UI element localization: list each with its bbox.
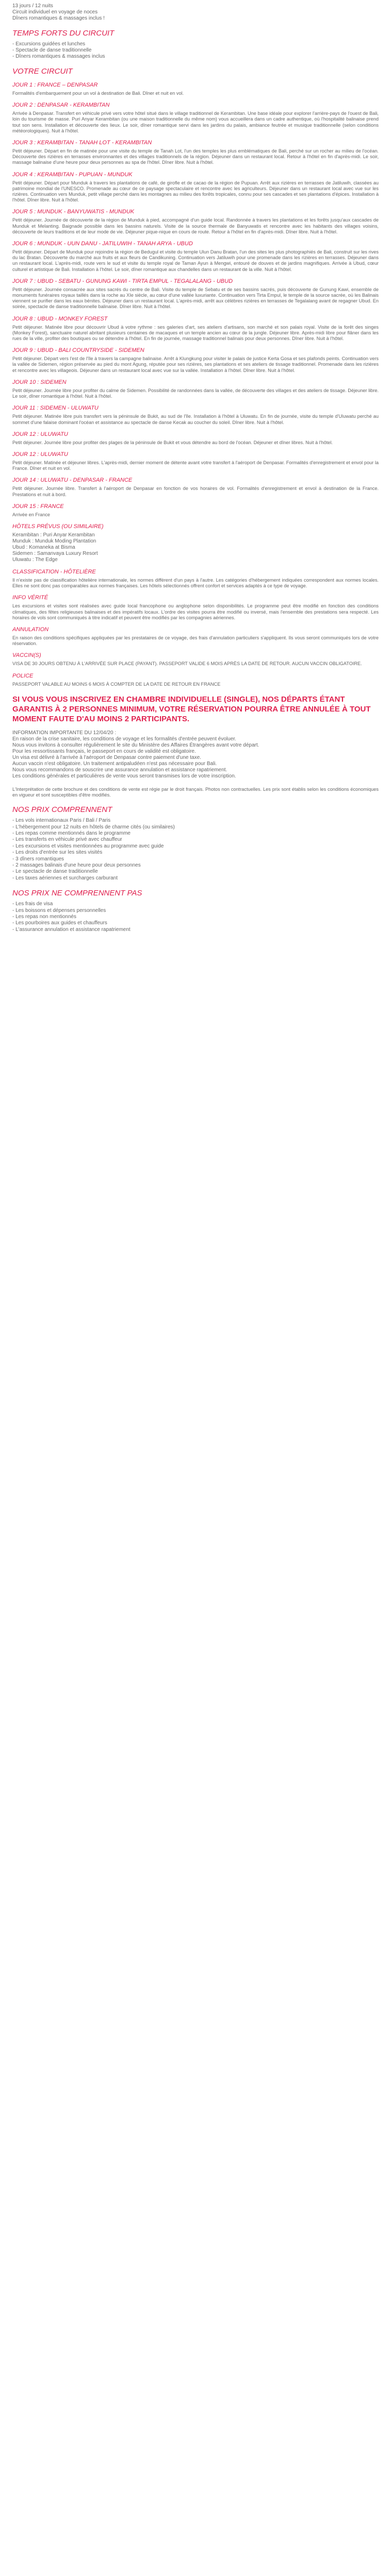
highlight-item: - Spectacle de danse traditionnelle <box>12 47 92 53</box>
day-block <box>12 315 379 342</box>
day-description: Petit déjeuner. Matinée libre pour découvrir Ubud à votre rythme : ses galeries d'art, ses ateliers d'artisans, son marché et son palais royal. Visite de la forêt des singes (Monkey Forest), sanctuaire naturel abritant plusieurs centaines de macaques et un temple ancien au cœur de la jungle. Déjeuner libre. Après-midi libre pour flâner dans les rues de la ville, profiter des boutiques ou se détendre à l'hôtel. En fin de journée, massage traditionnel balinais pour deux personnes. Dîner libre. Nuit à l'hôtel. <box>12 324 379 342</box>
hotels-title: HÔTELS PRÉVUS (OU SIMILAIRE) <box>12 523 104 530</box>
day-description: Petit déjeuner. Journée de découverte de la région de Munduk à pied, accompagné d'un guide local. Randonnée à travers les plantations et les forêts jusqu'aux cascades de Munduk et Melanting. Baignade possible dans les bassins naturels. Visite de la source thermale de Banyuwatis et rencontre avec les habitants des villages voisins, découverte de leurs traditions et de leur mode de vie. Déjeuner pique-nique en cours de route. Retour à l'hôtel en fin d'après-midi. Dîner libre. Nuit à l'hôtel. <box>12 217 379 234</box>
day-block <box>12 379 379 399</box>
day-description: Petit déjeuner. Départ vers l'est de l'île à travers la campagne balinaise. Arrêt à Klungkung pour visiter le palais de justice Kerta Gosa et ses plafonds peints. Continuation vers la vallée de Sidemen, région préservée au pied du mont Agung, réputée pour ses rizières, ses plantations et ses ateliers de tissage traditionnel. Promenade dans les rizières et rencontre avec les villageois. Déjeuner dans un restaurant local avec vue sur la vallée. Installation à l'hôtel. Dîner libre. Nuit à l'hôtel. <box>12 356 379 373</box>
day-block <box>12 451 379 471</box>
day-title: JOUR 4 : KERAMBITAN - PUPUAN - MUNDUK <box>12 171 133 178</box>
visa-title: VACCIN(S) <box>12 652 41 659</box>
day-block <box>12 139 379 166</box>
hotels-list <box>12 532 379 563</box>
included-item: - Les excursions et visites mentionnées au programme avec guide <box>12 843 164 849</box>
excluded-list <box>12 901 379 933</box>
important-info-line: En raison de la crise sanitaire, les conditions de voyage et les formalités d'entrée peuvent évoluer. <box>12 736 236 742</box>
included-item: - 3 dîners romantiques <box>12 856 64 862</box>
included-item: - Les droits d'entrée sur les sites visités <box>12 850 103 856</box>
excluded-item: - L'assurance annulation et assistance rapatriement <box>12 926 131 933</box>
day-title: JOUR 12 : ULUWATU <box>12 451 68 457</box>
hotel-line: Sidemen : Samanvaya Luxury Resort <box>12 550 98 556</box>
day-block <box>12 278 379 310</box>
cancel-title: ANNULATION <box>12 626 49 633</box>
intro-block <box>12 3 379 22</box>
itinerary-page <box>0 0 391 938</box>
single-room-warning: SI VOUS VOUS INSCRIVEZ EN CHAMBRE INDIVIDUELLE (SINGLE), NOS DÉPARTS ÉTANT GARANTIS À 2 PERSONNES MINIMUM, VOTRE RÉSERVATION POURRA ÊTRE ANNULÉE À TOUT MOMENT FAUTE D'AU MOINS 2 PARTICIPANTS. <box>12 694 371 723</box>
police-text: PASSEPORT VALABLE AU MOINS 6 MOIS À COMPTER DE LA DATE DE RETOUR EN FRANCE <box>12 681 221 687</box>
day-block <box>12 171 379 204</box>
info-text: Les excursions et visites sont réalisées avec guide local francophone ou anglophone selon disponibilités. Le programme peut être modifié en fonction des conditions climatiques, des fêtes religieuses balinaises et des impératifs locaux. L'ordre des visites pourra être modifié ou inversé, mais l'ensemble des prestations sera respecté. Les horaires de vols sont communiqués à titre indicatif et peuvent être modifiés par les compagnies aériennes. <box>12 603 379 620</box>
cancel-text: En raison des conditions spécifiques appliquées par les prestataires de ce voyage, des frais d'annulation particuliers s'appliquent. Ils vous seront communiqués lors de votre réservation. <box>12 635 379 647</box>
info-title: INFO VÉRITÉ <box>12 595 48 601</box>
highlight-item: - Dîners romantiques & massages inclus <box>12 54 105 59</box>
day-block <box>12 347 379 374</box>
included-item: - L'hébergement pour 12 nuits en hôtels de charme cités (ou similaires) <box>12 824 175 830</box>
important-info-line: Pour les ressortissants français, le passeport en cours de validité est obligatoire. <box>12 748 196 754</box>
hotel-line: Uluwatu : The Edge <box>12 556 58 563</box>
visa-text: VISA DE 30 JOURS OBTENU À L'ARRIVÉE SUR PLACE (PAYANT). PASSEPORT VALIDE 6 MOIS APRÈS LA DATE DE RETOUR. AUCUN VACCIN OBLIGATOIRE. <box>12 661 362 667</box>
excluded-item: - Les repas non mentionnés <box>12 914 76 920</box>
day-title: JOUR 2 : DENPASAR - KERAMBITAN <box>12 102 110 109</box>
day-description: Formalités d'embarquement pour un vol à destination de Bali. Dîner et nuit en vol. <box>12 91 184 96</box>
important-info-line: Nous vous recommandons de souscrire une assurance annulation et assistance rapatriement. <box>12 767 227 773</box>
important-info-line: Un visa est délivré à l'arrivée à l'aéroport de Denpasar contre paiement d'une taxe. <box>12 754 201 760</box>
important-info <box>12 730 379 779</box>
day-title: JOUR 5 : MUNDUK - BANYUWATIS - MUNDUK <box>12 209 135 215</box>
classification-text: Il n'existe pas de classification hôtelière internationale, les normes diffèrent d'un pays à l'autre. Les catégories d'hébergement indiquées correspondent aux normes locales. Elles ne sont donc pas comparables aux normes françaises. Les hôtels sélectionnés offrent confort et services adaptés à ce type de voyage. <box>12 577 379 589</box>
excluded-item: - Les boissons et dépenses personnelles <box>12 907 106 913</box>
day-description: Petit déjeuner. Matinée libre puis transfert vers la péninsule de Bukit, au sud de l'île. Installation à l'hôtel à Uluwatu. En fin de journée, visite du temple d'Uluwatu perché au sommet d'une falaise dominant l'océan et assistance au spectacle de danse Kecak au coucher du soleil. Dîner libre. Nuit à l'hôtel. <box>12 414 379 425</box>
day-title: JOUR 11 : SIDEMEN - ULUWATU <box>12 405 99 412</box>
day-description: Petit déjeuner. Départ pour Munduk à travers les plantations de café, de girofle et de cacao de la région de Pupuan. Arrêt aux rizières en terrasses de Jatiluwih, classées au patrimoine mondial de l'UNESCO. Promenade au cœur de ce paysage spectaculaire et rencontre avec les agriculteurs. Déjeuner dans un restaurant local avec vue sur les rizières. Continuation vers Munduk, petit village perché dans les montagnes au milieu des forêts tropicales, connu pour ses cascades et ses plantations d'épices. Installation à l'hôtel. Dîner libre. Nuit à l'hôtel. <box>12 180 379 203</box>
day-title: JOUR 1 : FRANCE – DENPASAR <box>12 82 98 88</box>
hotel-line: Ubud : Komaneka at Bisma <box>12 544 75 550</box>
day-block <box>12 240 379 273</box>
excluded-item: - Les pourboires aux guides et chauffeurs <box>12 920 107 926</box>
day-description: Petit déjeuner. Journée consacrée aux sites sacrés du centre de Bali. Visite du temple de Sebatu et de ses bassins sacrés, puis découverte de Gunung Kawi, ensemble de monuments funéraires royaux taillés dans la roche au XIe siècle, au cœur d'une vallée luxuriante. Continuation vers Tirta Empul, le temple de la source sacrée, où les Balinais viennent se purifier dans les eaux bénites. Déjeuner dans un restaurant local. L'après-midi, arrêt aux célèbres rizières en terrasses de Tegalalang avant de regagner Ubud. En soirée, spectacle de danse traditionnelle balinaise. Dîner libre. Nuit à l'hôtel. <box>12 286 379 310</box>
day-title: JOUR 10 : SIDEMEN <box>12 379 67 385</box>
intro-duration: 13 jours / 12 nuits <box>12 3 53 9</box>
included-list <box>12 818 379 882</box>
day-title: JOUR 8 : UBUD - MONKEY FOREST <box>12 315 108 322</box>
police-title: POLICE <box>12 672 34 679</box>
important-info-line: Nous vous invitons à consulter régulièrement le site du Ministère des Affaires Étrangères avant votre départ. <box>12 742 259 748</box>
included-item: - Les taxes aériennes et surcharges carburant <box>12 875 118 881</box>
day-block <box>12 477 379 497</box>
day-block <box>12 503 379 518</box>
included-item: - Le spectacle de danse traditionnelle <box>12 869 98 875</box>
included-item: - 2 massages balinais d'une heure pour deux personnes <box>12 862 141 868</box>
intro-type: Circuit individuel en voyage de noces <box>12 9 98 15</box>
day-description: Arrivée à Denpasar. Transfert en véhicule privé vers votre hôtel situé dans le village traditionnel de Kerambitan. Une base idéale pour explorer l'arrière-pays de l'ouest de Bali, loin du tourisme de masse. Puri Anyar Kerambitan (ou une maison traditionnelle du même nom) vous accueillera dans un cadre authentique, où l'hospitalité balinaise prend tout son sens. Installation et découverte des lieux. Le soir, dîner romantique servi dans les jardins du palais, ambiance feutrée et musique traditionnelle (selon conditions météorologiques). Nuit à l'hôtel. <box>12 111 379 133</box>
highlights-list <box>12 41 379 60</box>
legal-text: L'Interprétation de cette brochure et des conditions de vente est régie par le droit français. Photos non contractuelles. Les prix sont établis selon les conditions économiques en vigueur et sont susceptibles d'être modifiés. <box>12 786 379 798</box>
day-title: JOUR 6 : MUNDUK - UUN DANU - JATILUWIH - TANAH ARYA - UBUD <box>12 241 193 247</box>
included-item: - Les repas comme mentionnés dans le programme <box>12 830 131 836</box>
day-title: JOUR 15 : FRANCE <box>12 503 64 510</box>
important-info-title: INFORMATION IMPORTANTE DU 12/04/20 : <box>12 730 117 736</box>
excluded-title: NOS PRIX NE COMPRENNENT PAS <box>12 889 142 898</box>
important-info-line: Aucun vaccin n'est obligatoire. Un traitement antipaludéen n'est pas nécessaire pour Bali. <box>12 760 217 767</box>
day-block <box>12 404 379 425</box>
day-title: JOUR 7 : UBUD - SEBATU - GUNUNG KAWI - TIRTA EMPUL - TEGALALANG - UBUD <box>12 278 233 284</box>
hotel-line: Kerambitan : Puri Anyar Kerambitan <box>12 532 95 538</box>
intro-tagline: Dîners romantiques & massages inclus ! <box>12 15 105 21</box>
program-title: VOTRE CIRCUIT <box>12 67 73 76</box>
highlights-title: TEMPS FORTS DU CIRCUIT <box>12 29 115 38</box>
day-list <box>12 81 379 518</box>
highlight-item: - Excursions guidées et lunches <box>12 41 86 47</box>
important-info-line: Les conditions générales et particulières de vente vous seront transmises lors de votre inscription. <box>12 773 236 779</box>
day-title: JOUR 14 : ULUWATU - DENPASAR - FRANCE <box>12 477 133 484</box>
day-description: Petit déjeuner. Journée libre pour profiter du calme de Sidemen. Possibilité de randonnées dans la vallée, de découverte des villages et des ateliers de tissage. Déjeuner libre. Le soir, dîner romantique à l'hôtel. Nuit à l'hôtel. <box>12 387 379 399</box>
day-title: JOUR 3 : KERAMBITAN - TANAH LOT - KERAMBITAN <box>12 140 152 146</box>
day-block <box>12 208 379 235</box>
day-title: JOUR 9 : UBUD - BALI COUNTRYSIDE - SIDEMEN <box>12 347 144 354</box>
day-title: JOUR 12 : ULUWATU <box>12 431 68 437</box>
classification-title: CLASSIFICATION - HÔTELIÈRE <box>12 568 96 575</box>
day-description: Petit déjeuner. Départ en fin de matinée pour une visite du temple de Tanah Lot, l'un des temples les plus emblématiques de Bali, perché sur un rocher au milieu de l'océan. Découverte des rizières en terrasses environnantes et des villages traditionnels de la région. Déjeuner dans un restaurant local. Retour à l'hôtel en fin d'après-midi. Le soir, massage balinaise d'une heure pour deux personnes au spa de l'hôtel. Dîner libre. Nuit à l'hôtel. <box>12 148 379 165</box>
excluded-item: - Les frais de visa <box>12 901 53 907</box>
day-description: Petit déjeuner. Journée libre pour profiter des plages de la péninsule de Bukit et vous détendre au bord de l'océan. Déjeuner et dîner libres. Nuit à l'hôtel. <box>12 439 333 445</box>
day-block <box>12 431 379 446</box>
day-block <box>12 101 379 134</box>
included-item: - Les vols internationaux Paris / Bali / Paris <box>12 818 111 824</box>
hotel-line: Munduk : Munduk Moding Plantation <box>12 538 96 544</box>
included-title: NOS PRIX COMPRENNENT <box>12 805 112 815</box>
day-description: Petit déjeuner. Journée libre. Transfert à l'aéroport de Denpasar en fonction de vos horaires de vol. Formalités d'enregistrement et envol à destination de la France. Prestations et nuit à bord. <box>12 486 379 497</box>
day-description: Petit déjeuner. Départ de Munduk pour rejoindre la région de Bedugul et visite du temple Ulun Danu Bratan, l'un des sites les plus photographiés de Bali, construit sur les rives du lac Bratan. Découverte du marché aux fruits et aux fleurs de Candikuning. Continuation vers Jatiluwih pour une promenade dans les rizières en terrasses. Déjeuner dans un restaurant local. L'après-midi, route vers le sud et visite du temple royal de Taman Ayun à Mengwi, entouré de douves et de jardins magnifiques. Arrivée à Ubud, cœur culturel et artistique de Bali. Installation à l'hôtel. Le soir, dîner romantique aux chandelles dans un restaurant de la ville. Nuit à l'hôtel. <box>12 249 379 272</box>
day-block <box>12 81 379 96</box>
included-item: - Les transferts en véhicule privé avec chauffeur <box>12 837 122 843</box>
day-description: Arrivée en France <box>12 512 51 517</box>
day-description: Petit déjeuner. Matinée et déjeuner libres. L'après-midi, dernier moment de détente avant votre transfert à l'aéroport de Denpasar. Formalités d'enregistrement et envol pour la France. Dîner et nuit en vol. <box>12 460 379 471</box>
